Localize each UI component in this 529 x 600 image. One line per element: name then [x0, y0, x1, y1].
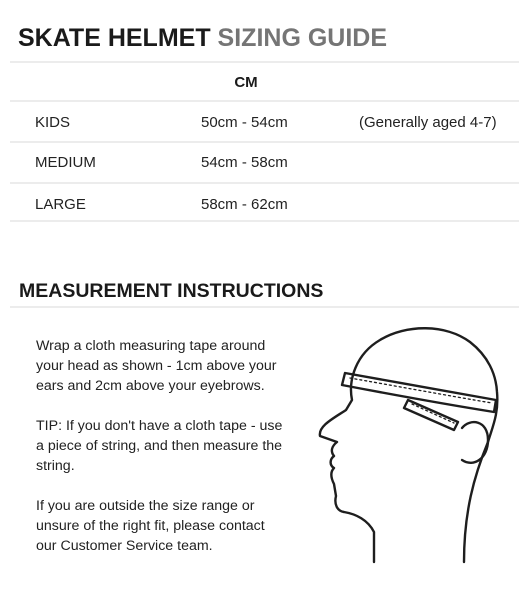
divider: [10, 100, 519, 102]
divider: [10, 220, 519, 222]
tip-paragraph: TIP: If you don't have a cloth tape - use a piece of string, and then measure the string.: [36, 418, 283, 474]
head-with-measuring-tape-icon: [312, 318, 510, 564]
title-primary: SKATE HELMET: [18, 24, 211, 52]
divider: [10, 182, 519, 184]
size-range: 50cm - 54cm: [201, 114, 288, 131]
size-label: LARGE: [35, 196, 86, 213]
table-row: [0, 114, 529, 134]
page-title: [18, 24, 387, 53]
table-row: [0, 154, 529, 174]
instruction-paragraph: Wrap a cloth measuring tape around your head as shown - 1cm above your ears and 2cm above your eyebrows.: [36, 338, 277, 394]
size-label: KIDS: [35, 114, 71, 131]
divider: [10, 306, 519, 308]
divider: [10, 141, 519, 143]
table-row: [0, 196, 529, 216]
size-note: (Generally aged 4-7): [359, 114, 497, 131]
title-secondary: SIZING GUIDE: [217, 24, 388, 52]
contact-paragraph: If you are outside the size range or unsure of the right fit, please contact our Customer Service team.: [36, 498, 265, 554]
ear: [462, 422, 488, 463]
size-range: 58cm - 62cm: [201, 196, 288, 213]
divider: [10, 61, 519, 63]
size-range: 54cm - 58cm: [201, 154, 288, 171]
cm-column-header: CM: [234, 74, 258, 91]
size-label: MEDIUM: [35, 154, 96, 171]
head-profile: [320, 328, 498, 562]
instructions-title: MEASUREMENT INSTRUCTIONS: [19, 280, 324, 302]
